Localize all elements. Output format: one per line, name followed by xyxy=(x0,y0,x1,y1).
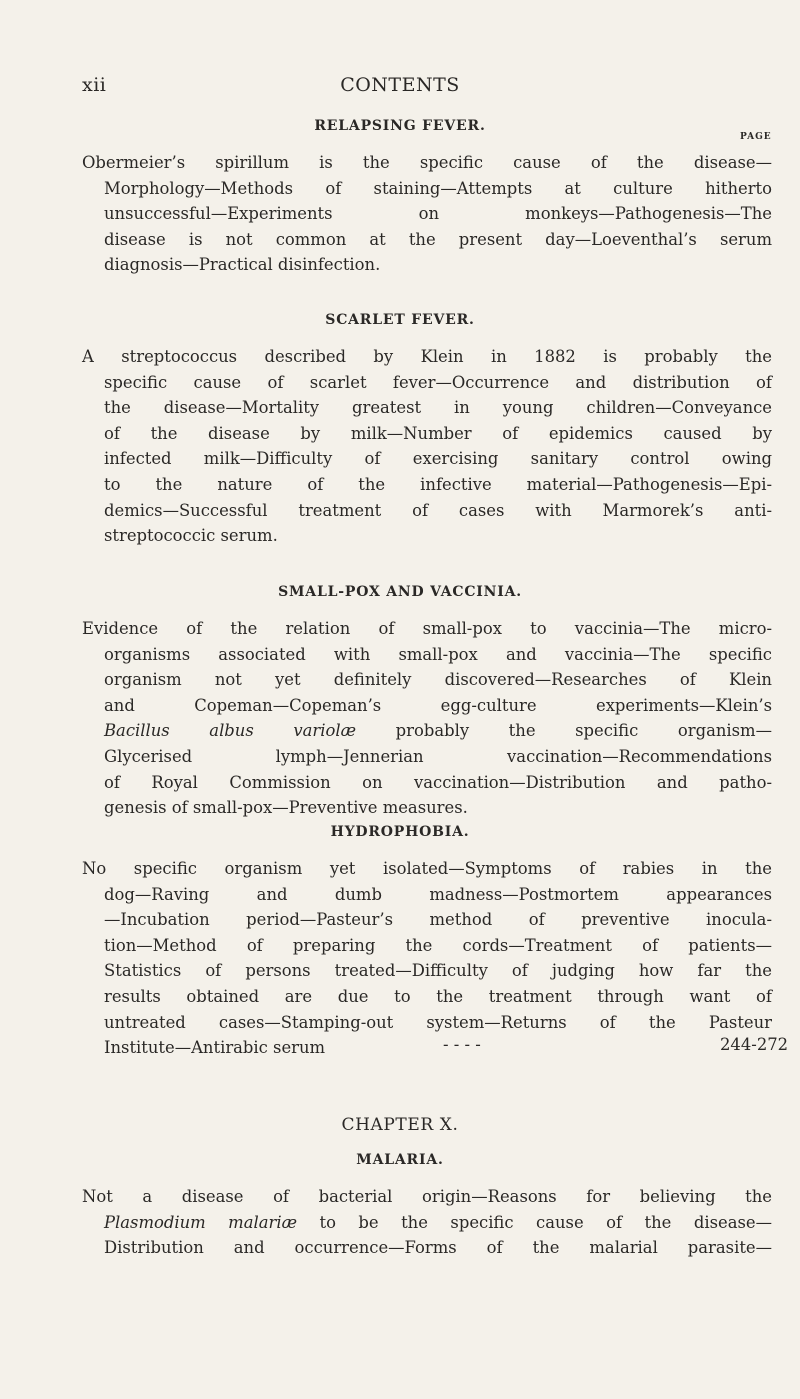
text-line: to the nature of the infective material—Pathogenesis—Epi- xyxy=(104,474,772,494)
small-pox-paragraph xyxy=(82,616,772,821)
page-column-label: PAGE xyxy=(740,132,772,142)
hydrophobia-heading: HYDROPHOBIA. xyxy=(330,824,470,840)
text-line: demics—Successful treatment of cases with Marmorek’s anti- xyxy=(104,500,772,520)
text-line: organisms associated with small-pox and vaccinia—The specific xyxy=(104,644,772,664)
text-line: No specific organism yet isolated—Symptoms of rabies in the xyxy=(82,859,772,878)
italic-species-name: Plasmodium malariæ xyxy=(104,1212,297,1232)
malaria-paragraph xyxy=(82,1184,772,1261)
page-range: 244-272 xyxy=(720,1035,789,1054)
scarlet-fever-heading: SCARLET FEVER. xyxy=(325,312,475,328)
text-line: Obermeier’s spirillum is the specific cause of the disease— xyxy=(82,153,772,172)
text-line: of the disease by milk—Number of epidemics caused by xyxy=(104,423,772,443)
text-line: unsuccessful—Experiments on monkeys—Pathogenesis—The xyxy=(104,204,772,224)
text-line: Not a disease of bacterial origin—Reasons for believing the xyxy=(82,1187,772,1206)
text-line: streptococcic serum. xyxy=(104,526,278,546)
text-line: infected milk—Difficulty of exercising sanitary control owing xyxy=(104,449,772,469)
text-line: disease is not common at the present day—Loeventhal’s serum xyxy=(104,229,772,249)
text-line xyxy=(82,1210,772,1236)
text-run: to be the specific cause of the disease— xyxy=(319,1212,772,1232)
text-line: Evidence of the relation of small-pox to vaccinia—The micro- xyxy=(82,619,772,638)
chapter-heading: CHAPTER X. xyxy=(341,1115,459,1135)
relapsing-fever-paragraph xyxy=(82,150,772,278)
text-line: Institute—Antirabic serum xyxy=(104,1038,326,1058)
text-line: genesis of small-pox—Preventive measures. xyxy=(104,798,468,818)
text-line: results obtained are due to the treatment through want of xyxy=(104,986,772,1006)
text-line: of Royal Commission on vaccination—Distribution and patho- xyxy=(104,772,772,792)
text-run: probably the specific organism— xyxy=(395,721,772,741)
text-line: —Incubation period—Pasteur’s method of preventive inocula- xyxy=(104,910,772,930)
small-pox-heading: SMALL-POX AND VACCINIA. xyxy=(278,584,522,600)
text-line: dog—Raving and dumb madness—Postmortem appearances xyxy=(104,884,772,904)
text-line: Morphology—Methods of staining—Attempts at culture hitherto xyxy=(104,178,772,198)
text-line: the disease—Mortality greatest in young children—Conveyance xyxy=(104,398,772,418)
page-folio: xii xyxy=(82,74,107,96)
relapsing-fever-heading: RELAPSING FEVER. xyxy=(314,118,486,134)
running-head-title: CONTENTS xyxy=(340,74,460,96)
malaria-heading: MALARIA. xyxy=(356,1152,444,1168)
hydrophobia-paragraph xyxy=(82,856,772,1061)
scarlet-fever-paragraph xyxy=(82,344,772,549)
text-line xyxy=(82,718,772,744)
text-line: specific cause of scarlet fever—Occurrence and distribution of xyxy=(104,372,772,392)
italic-species-name: Bacillus albus variolæ xyxy=(104,721,357,741)
text-line: untreated cases—Stamping-out system—Returns of the Pasteur xyxy=(104,1012,772,1032)
text-line: Distribution and occurrence—Forms of the malarial parasite— xyxy=(104,1238,772,1258)
text-line: Glycerised lymph—Jennerian vaccination—Recommendations xyxy=(104,746,772,766)
text-line: A streptococcus described by Klein in 1882 is probably the xyxy=(82,347,772,366)
text-line: Statistics of persons treated—Difficulty of judging how far the xyxy=(104,961,772,981)
text-line: and Copeman—Copeman’s egg-culture experiments—Klein’s xyxy=(104,695,772,715)
running-head xyxy=(0,74,800,104)
text-line: diagnosis—Practical disinfection. xyxy=(104,255,381,275)
text-line: organism not yet definitely discovered—Researches of Klein xyxy=(104,670,772,690)
text-line: tion—Method of preparing the cords—Treatment of patients— xyxy=(104,935,772,955)
dot-leader: - - - - xyxy=(443,1035,481,1054)
